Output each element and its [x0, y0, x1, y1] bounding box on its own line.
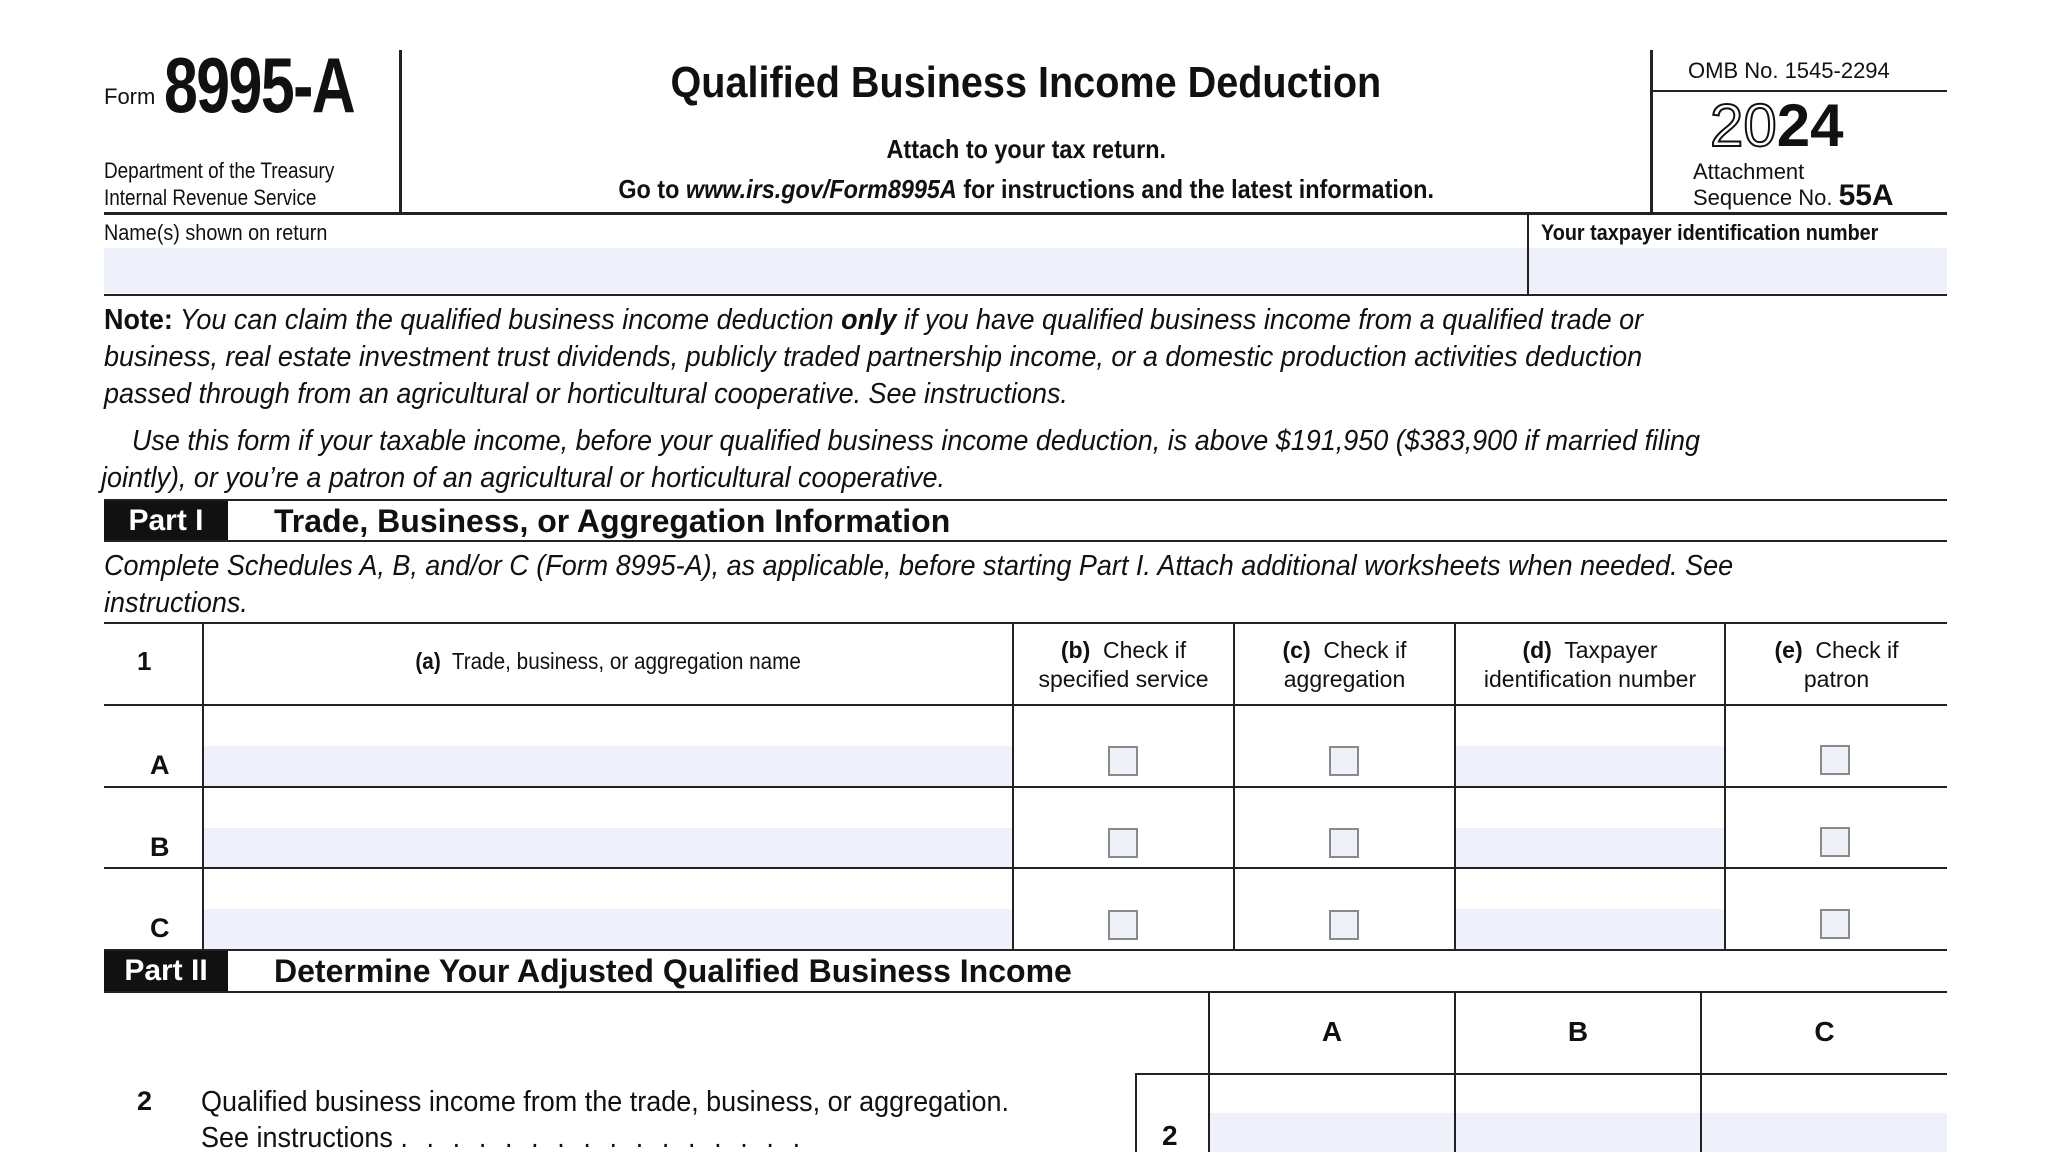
- row-a-rule: [104, 786, 1947, 788]
- part1-title-rule: [104, 540, 1947, 542]
- col-e-header: [1726, 636, 1947, 694]
- row-c-name-field[interactable]: [204, 909, 1012, 949]
- col-c-letter: (c): [1282, 637, 1311, 663]
- part2-tag: Part II: [104, 951, 228, 991]
- col-e-letter: (e): [1774, 637, 1803, 663]
- col-b-letter: (b): [1060, 637, 1091, 663]
- col-c-label1: Check if: [1323, 637, 1407, 663]
- col-d-label1: Taxpayer: [1564, 637, 1658, 663]
- row-c-label: C: [150, 913, 170, 943]
- name-field[interactable]: [104, 248, 1527, 293]
- agency: [104, 157, 334, 211]
- col-b-label1: Check if: [1103, 637, 1187, 663]
- attachment-sequence: [1693, 160, 1894, 210]
- col-c-label2: aggregation: [1283, 666, 1406, 692]
- table-header-rule: [104, 704, 1947, 706]
- row-b-specified-service-checkbox[interactable]: [1108, 828, 1138, 858]
- attach-instruction: [402, 134, 1650, 165]
- use-form-line-1: Use this form if your taxable income, before your qualified business income deduction, is above $191,950 ($383,900 if married filing: [131, 425, 1701, 457]
- line-2-field-b[interactable]: [1456, 1113, 1700, 1152]
- row-a-specified-service-checkbox[interactable]: [1108, 746, 1138, 776]
- part1-instr-line2: instructions.: [104, 587, 248, 619]
- line-2-number: 2: [137, 1086, 153, 1116]
- note-emphasis: only: [841, 304, 897, 336]
- note-line-2: business, real estate investment trust dividends, publicly traded partnership income, or a domestic production activities deduction: [104, 341, 1643, 373]
- tin-field[interactable]: [1529, 248, 1947, 293]
- sequence-label: [1693, 179, 1894, 212]
- col-b-header: [1014, 636, 1233, 694]
- part2-header-rule: [1135, 1073, 1947, 1075]
- col-a-label: Trade, business, or aggregation name: [451, 648, 801, 674]
- col-a-header-text: [415, 648, 800, 675]
- use-form-line-2: jointly), or you’re a patron of an agricultural or horticultural cooperative.: [101, 462, 945, 494]
- attach-instruction-text: Attach to your tax return.: [886, 134, 1166, 164]
- form-word: Form: [104, 84, 156, 109]
- col-d-header: [1456, 636, 1724, 694]
- row-c-tin-field[interactable]: [1456, 909, 1724, 949]
- col-c-header: [1235, 636, 1454, 694]
- col-d-line1: [1456, 636, 1724, 665]
- line-2-see-instructions: See instructions: [201, 1122, 393, 1154]
- part2-col-a-header: A: [1321, 1016, 1343, 1047]
- row-c-aggregation-checkbox[interactable]: [1329, 910, 1359, 940]
- part2-col-b-header: B: [1567, 1016, 1589, 1047]
- line-2-description: [201, 1084, 1070, 1156]
- row-b-tin-field[interactable]: [1456, 828, 1724, 867]
- form-title-text: Qualified Business Income Deduction: [670, 58, 1382, 107]
- note-text: You can claim the qualified business income deduction: [172, 304, 842, 336]
- line-2-field-a[interactable]: [1210, 1113, 1454, 1152]
- row-a-aggregation-checkbox[interactable]: [1329, 746, 1359, 776]
- part1-instr-line1: Complete Schedules A, B, and/or C (Form 8995-A), as applicable, before starting Part I. Attach additional worksheets when needed. See: [104, 550, 1734, 582]
- name-row-bottom-rule: [104, 294, 1947, 296]
- col-b-line1: [1014, 636, 1233, 665]
- col-e-line1: [1726, 636, 1947, 665]
- goto-suffix: for instructions and the latest information.: [956, 174, 1434, 204]
- tax-year-bold: 24: [1776, 92, 1844, 159]
- tax-year-outline: 20: [1710, 92, 1777, 159]
- note-block: [101, 302, 1954, 497]
- col-b-label2: specified service: [1038, 666, 1209, 692]
- omb-number: OMB No. 1545-2294: [1688, 58, 1890, 83]
- dot-leader: . . . . . . . . . . . . . . . .: [400, 1122, 806, 1154]
- goto-instruction-text: [618, 174, 1434, 205]
- note-text-cont: if you have qualified business income from a qualified trade or: [896, 304, 1644, 336]
- row-a-tin-field[interactable]: [1456, 746, 1724, 786]
- header-divider-right: [1650, 50, 1653, 213]
- attachment-label: Attachment: [1693, 159, 1805, 184]
- line-2-field-c[interactable]: [1702, 1113, 1947, 1152]
- part2-title: Determine Your Adjusted Qualified Business Income: [274, 953, 1072, 989]
- form-title: [402, 58, 1650, 108]
- row-b-aggregation-checkbox[interactable]: [1329, 828, 1359, 858]
- line-2-text1: Qualified business income from the trade, business, or aggregation.: [201, 1086, 1010, 1118]
- goto-instruction: [402, 174, 1650, 205]
- header-bottom-rule: [104, 212, 1947, 215]
- agency-line2: Internal Revenue Service: [104, 185, 317, 210]
- part2-title-rule: [104, 991, 1947, 993]
- row-b-name-field[interactable]: [204, 828, 1012, 867]
- part1-instructions: [104, 548, 1964, 622]
- line-1-number: 1: [137, 646, 152, 676]
- table-top-rule: [104, 622, 1947, 624]
- col-c-line1: [1235, 636, 1454, 665]
- sequence-text: Sequence No.: [1693, 185, 1833, 210]
- row-b-label: B: [150, 832, 170, 862]
- sequence-number: 55A: [1838, 179, 1894, 212]
- col-e-label2: patron: [1803, 666, 1870, 692]
- col-a-letter: (a): [415, 648, 441, 674]
- row-a-name-field[interactable]: [204, 746, 1012, 786]
- irs-url-link[interactable]: www.irs.gov/Form8995A: [685, 174, 957, 204]
- name-label: Name(s) shown on return: [104, 220, 328, 245]
- col-e-label1: Check if: [1815, 637, 1899, 663]
- line2-box-divider: [1135, 1074, 1137, 1152]
- col-a-header: [204, 648, 1012, 675]
- part1-title: Trade, Business, or Aggregation Information: [274, 503, 951, 539]
- tin-label: Your taxpayer identification number: [1541, 220, 1879, 245]
- row-b-patron-checkbox[interactable]: [1820, 827, 1850, 857]
- row-c-patron-checkbox[interactable]: [1820, 909, 1850, 939]
- col-d-letter: (d): [1522, 637, 1552, 663]
- part2-col-c-header: C: [1814, 1016, 1835, 1047]
- note-line-1: [104, 302, 1825, 339]
- agency-line1: Department of the Treasury: [104, 158, 335, 183]
- note-label: Note:: [104, 304, 173, 336]
- line-2-box-number: 2: [1162, 1120, 1178, 1151]
- note-line-3: passed through from an agricultural or horticultural cooperative. See instructions.: [104, 378, 1068, 410]
- line-2-text2: [201, 1120, 1009, 1156]
- row-a-label: A: [150, 750, 170, 780]
- col-d-label2: identification number: [1483, 666, 1697, 692]
- row-c-specified-service-checkbox[interactable]: [1108, 910, 1138, 940]
- row-b-rule: [104, 867, 1947, 869]
- part1-tag: Part I: [104, 501, 228, 541]
- tax-year: [1710, 94, 1844, 158]
- row-a-patron-checkbox[interactable]: [1820, 745, 1850, 775]
- goto-prefix: Go to: [618, 174, 686, 204]
- form-number: 8995-A: [164, 41, 355, 129]
